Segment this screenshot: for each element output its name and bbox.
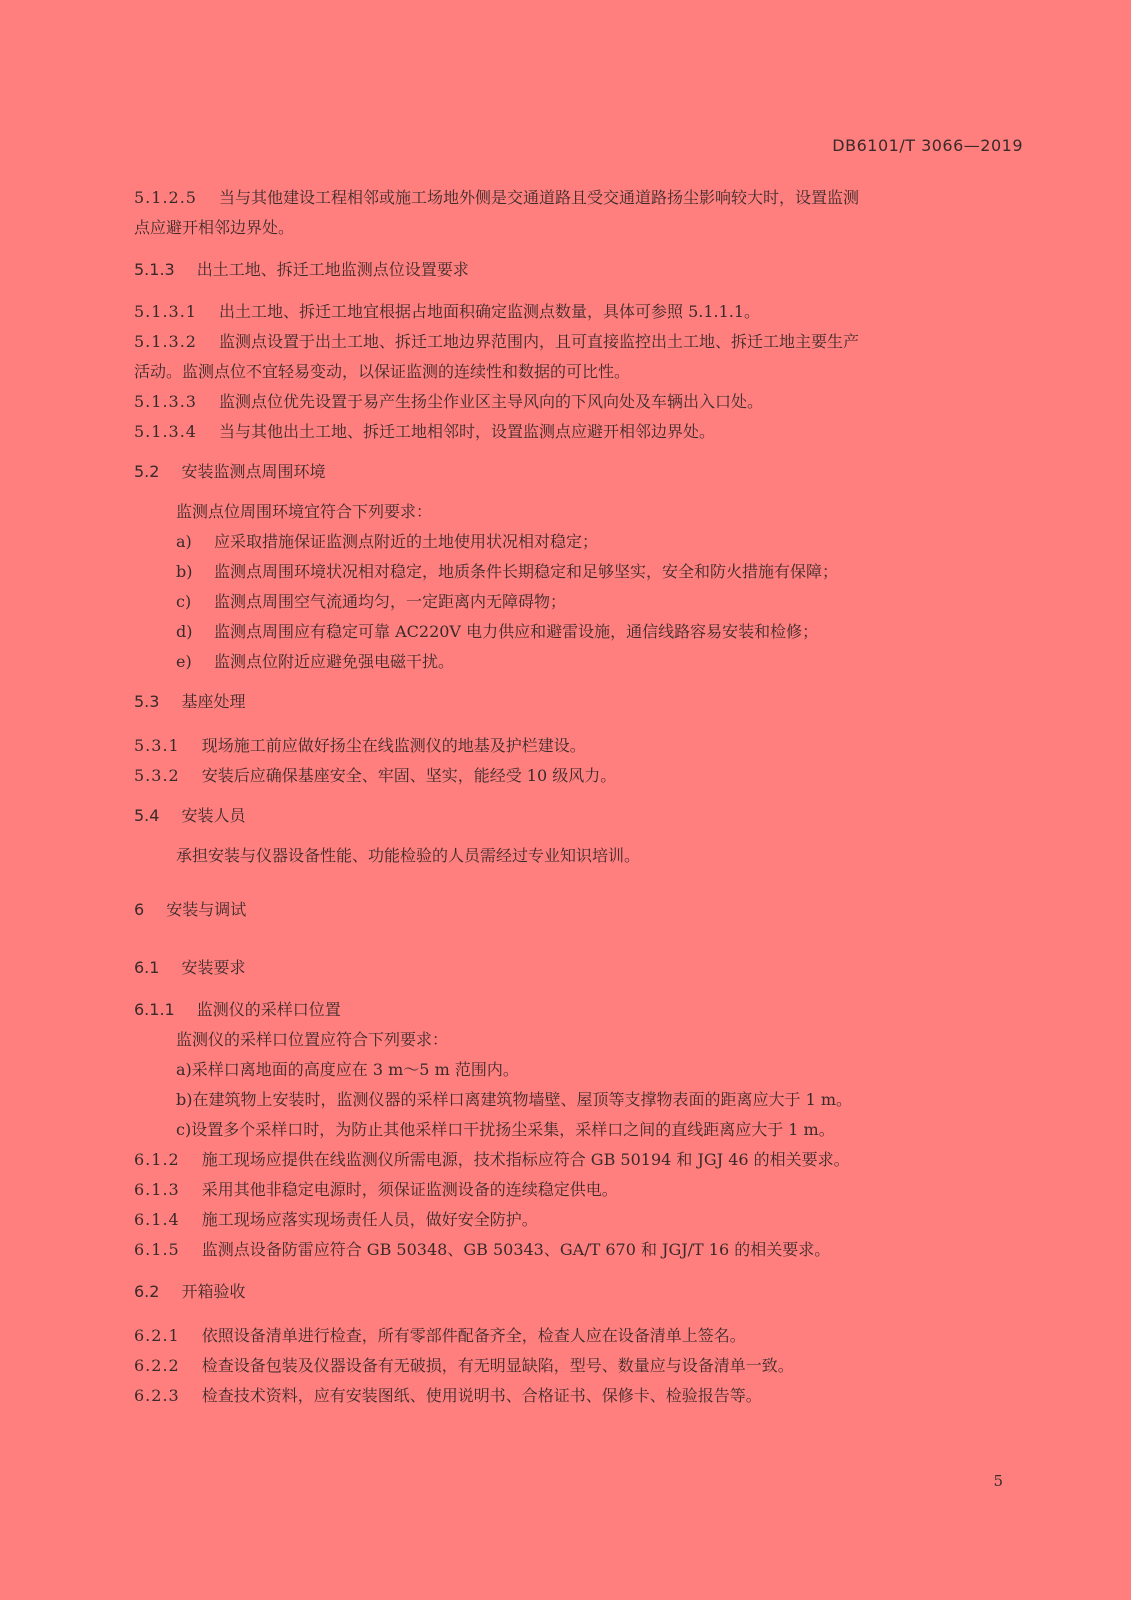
list-item: b)在建筑物上安装时，监测仪器的采样口离建筑物墙壁、屋顶等支撑物表面的距离应大于 1 m。 xyxy=(176,1090,853,1109)
document-body xyxy=(134,183,1024,1411)
heading-5-2: 5.2 安装监测点周围环境 xyxy=(134,462,326,481)
clause-6-2-3: 6.2.3 检查技术资料，应有安装图纸、使用说明书、合格证书、保修卡、检验报告等。 xyxy=(134,1386,762,1405)
list-item: a)采样口离地面的高度应在 3 m～5 m 范围内。 xyxy=(176,1060,519,1079)
heading-6-2: 6.2 开箱验收 xyxy=(134,1282,246,1301)
heading-5-1-3: 5.1.3 出土工地、拆迁工地监测点位设置要求 xyxy=(134,260,469,279)
list-item: e) 监测点位附近应避免强电磁干扰。 xyxy=(176,652,455,671)
heading-6: 6 安装与调试 xyxy=(134,900,247,919)
list-item: c)设置多个采样口时，为防止其他采样口干扰扬尘采集，采样口之间的直线距离应大于 1 m。 xyxy=(176,1120,835,1139)
paragraph-6-1-1-intro: 监测仪的采样口位置应符合下列要求： xyxy=(176,1030,449,1049)
heading-6-1: 6.1 安装要求 xyxy=(134,958,246,977)
list-item: b) 监测点周围环境状况相对稳定，地质条件长期稳定和足够坚实，安全和防火措施有保障； xyxy=(176,562,839,581)
standard-code: DB6101/T 3066—2019 xyxy=(832,136,1023,155)
clause-6-1-2: 6.1.2 施工现场应提供在线监测仪所需电源，技术指标应符合 GB 50194 和 JGJ 46 的相关要求。 xyxy=(134,1150,850,1169)
clause-6-2-1: 6.2.1 依照设备清单进行检查，所有零部件配备齐全，检查人应在设备清单上签名。 xyxy=(134,1326,746,1345)
clause-5-3-2: 5.3.2 安装后应确保基座安全、牢固、坚实，能经受 10 级风力。 xyxy=(134,766,617,785)
list-5-2 xyxy=(134,527,1024,677)
clause-6-1-3: 6.1.3 采用其他非稳定电源时，须保证监测设备的连续稳定供电。 xyxy=(134,1180,618,1199)
paragraph-5-2-intro: 监测点位周围环境宜符合下列要求： xyxy=(176,502,433,521)
paragraph-5-4: 承担安装与仪器设备性能、功能检验的人员需经过专业知识培训。 xyxy=(176,846,641,865)
clause-5-3-1: 5.3.1 现场施工前应做好扬尘在线监测仪的地基及护栏建设。 xyxy=(134,736,586,755)
clause-5-1-3-2: 5.1.3.2 监测点设置于出土工地、拆迁工地边界范围内，且可直接监控出土工地、拆迁工地主要生产 xyxy=(134,332,859,351)
list-item: d) 监测点周围应有稳定可靠 AC220V 电力供应和避雷设施，通信线路容易安装和检修； xyxy=(176,622,819,641)
list-item: c) 监测点周围空气流通均匀，一定距离内无障碍物； xyxy=(176,592,567,611)
heading-5-4: 5.4 安装人员 xyxy=(134,806,246,825)
clause-5-1-3-1: 5.1.3.1 出土工地、拆迁工地宜根据占地面积确定监测点数量，具体可参照 5.1.1.1。 xyxy=(134,302,761,321)
heading-5-3: 5.3 基座处理 xyxy=(134,692,246,711)
list-item: a) 应采取措施保证监测点附近的土地使用状况相对稳定； xyxy=(176,532,599,551)
clause-5-1-3-2-cont: 活动。监测点位不宜轻易变动，以保证监测的连续性和数据的可比性。 xyxy=(134,362,631,381)
clause-6-1-4: 6.1.4 施工现场应落实现场责任人员，做好安全防护。 xyxy=(134,1210,538,1229)
page-number: 5 xyxy=(993,1472,1003,1490)
clause-5-1-2-5-cont: 点应避开相邻边界处。 xyxy=(134,218,295,237)
clause-6-1-5: 6.1.5 监测点设备防雷应符合 GB 50348、GB 50343、GA/T 670 和 JGJ/T 16 的相关要求。 xyxy=(134,1240,831,1259)
heading-6-1-1: 6.1.1 监测仪的采样口位置 xyxy=(134,1000,341,1019)
clause-5-1-2-5: 5.1.2.5 当与其他建设工程相邻或施工场地外侧是交通道路且受交通道路扬尘影响较大时，设置监测 xyxy=(134,188,859,207)
clause-5-1-3-4: 5.1.3.4 当与其他出土工地、拆迁工地相邻时，设置监测点应避开相邻边界处。 xyxy=(134,422,715,441)
clause-6-2-2: 6.2.2 检查设备包装及仪器设备有无破损，有无明显缺陷，型号、数量应与设备清单一致。 xyxy=(134,1356,794,1375)
clause-5-1-3-3: 5.1.3.3 监测点位优先设置于易产生扬尘作业区主导风向的下风向处及车辆出入口处。 xyxy=(134,392,763,411)
